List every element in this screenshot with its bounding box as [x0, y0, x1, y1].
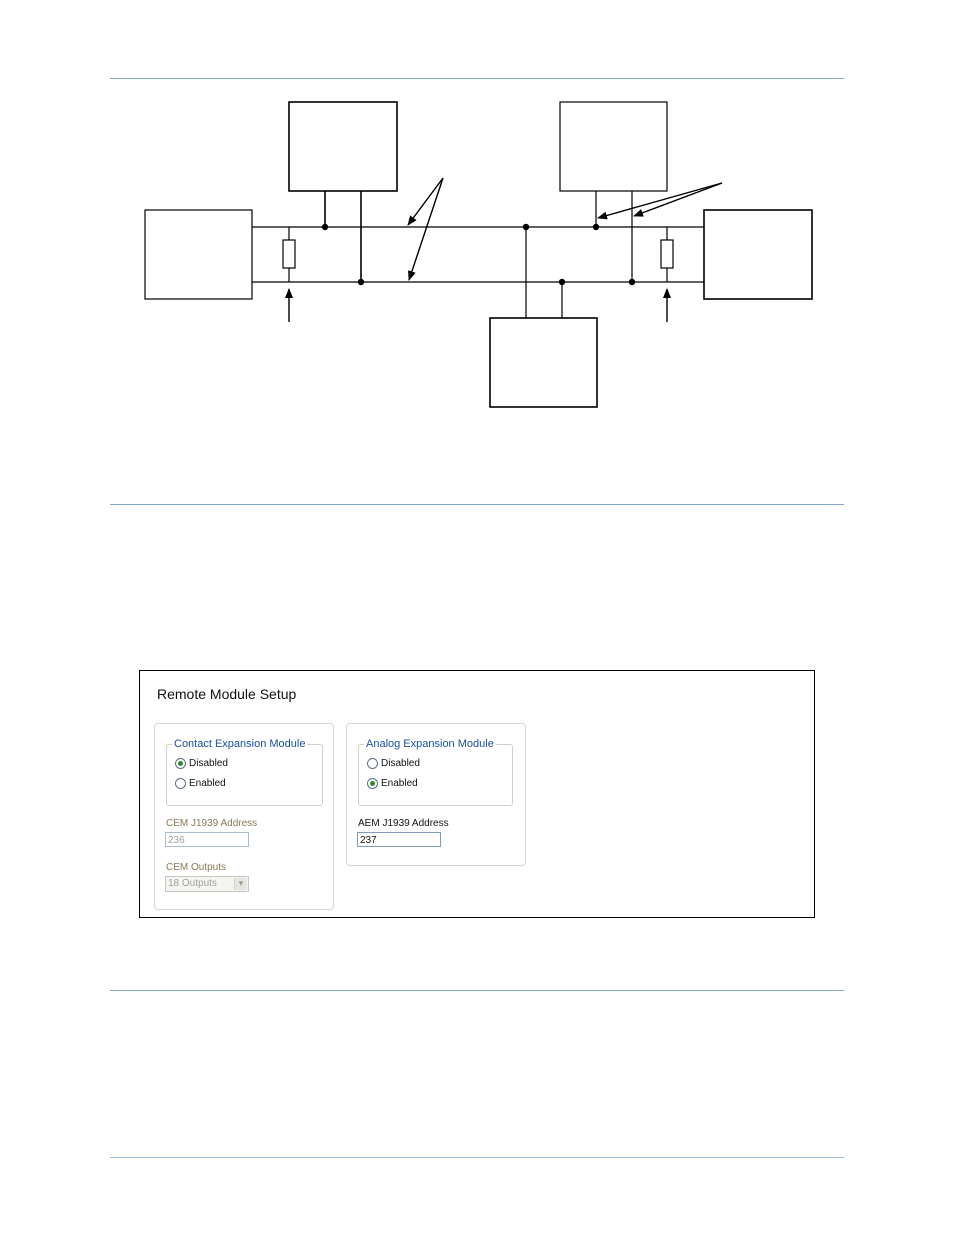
aem-disabled-label: Disabled	[381, 758, 420, 769]
cem-disabled-label: Disabled	[189, 758, 228, 769]
cem-fieldset	[166, 738, 323, 806]
junction-dot	[523, 224, 529, 230]
cem-enabled-option[interactable]	[175, 778, 226, 789]
cem-outputs-label: CEM Outputs	[166, 862, 227, 873]
remote-module-setup-panel	[139, 670, 815, 918]
aem-enabled-label: Enabled	[381, 778, 418, 789]
junction-dot	[559, 279, 565, 285]
termination-resistor-right	[661, 240, 673, 268]
cem-disabled-option[interactable]	[175, 758, 228, 769]
aem-disabled-radio[interactable]	[367, 758, 378, 769]
cem-outputs-value: 18 Outputs	[168, 878, 217, 889]
cem-group	[154, 723, 334, 910]
aem-disabled-option[interactable]	[367, 758, 420, 769]
aem-legend: Analog Expansion Module	[366, 738, 494, 750]
device-box-right	[704, 210, 812, 299]
junction-dot	[593, 224, 599, 230]
device-box-left	[145, 210, 252, 299]
device-box-top-right	[560, 102, 667, 191]
chevron-down-icon: ▼	[234, 878, 247, 890]
bus-callout-arrow	[409, 178, 443, 280]
cem-disabled-radio[interactable]	[175, 758, 186, 769]
cem-address-input[interactable]: 236	[165, 832, 249, 847]
section-rule	[110, 504, 844, 505]
cem-enabled-radio[interactable]	[175, 778, 186, 789]
junction-dot	[629, 279, 635, 285]
junction-dot	[358, 279, 364, 285]
aem-enabled-option[interactable]	[367, 778, 418, 789]
bus-callout-arrow	[408, 178, 443, 225]
device-box-top-left	[289, 102, 397, 191]
stub-callout-arrow	[634, 183, 722, 216]
cem-legend: Contact Expansion Module	[174, 738, 306, 750]
section-rule	[110, 990, 844, 991]
aem-fieldset	[358, 738, 513, 806]
cem-enabled-label: Enabled	[189, 778, 226, 789]
aem-group	[346, 723, 526, 866]
cem-address-label: CEM J1939 Address	[166, 818, 258, 829]
footer-rule	[110, 1157, 844, 1158]
panel-title: Remote Module Setup	[157, 686, 297, 702]
cem-outputs-select[interactable]	[165, 876, 249, 892]
termination-resistor-left	[283, 240, 295, 268]
aem-address-label: AEM J1939 Address	[358, 818, 449, 829]
device-box-bottom	[490, 318, 597, 407]
aem-address-input[interactable]: 237	[357, 832, 441, 847]
aem-enabled-radio[interactable]	[367, 778, 378, 789]
can-bus-wiring-diagram	[0, 0, 954, 500]
junction-dot	[322, 224, 328, 230]
